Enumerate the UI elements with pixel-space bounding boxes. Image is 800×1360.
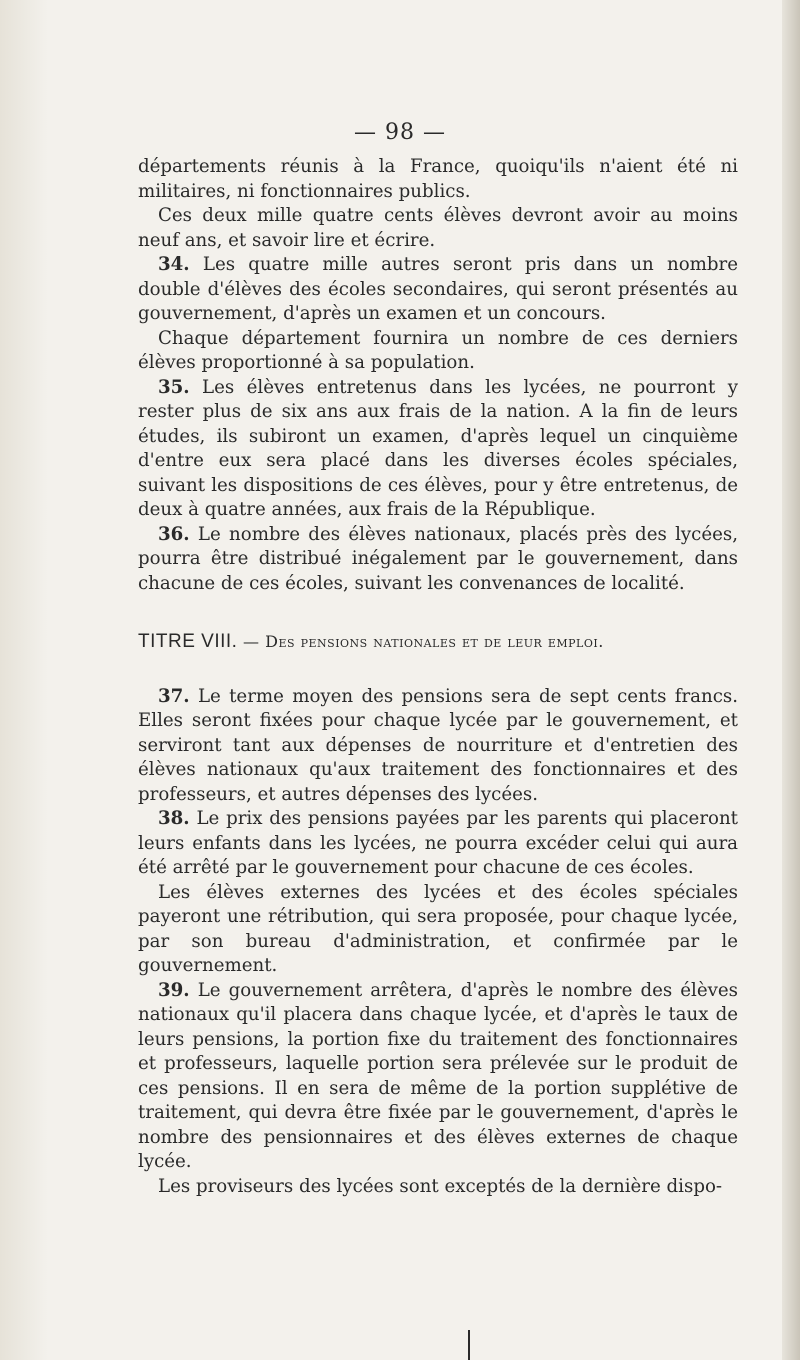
paragraph-2 — [138, 204, 738, 253]
article-37 — [138, 685, 738, 808]
paragraph-text: Les proviseurs des lycées sont exceptés de la dernière dispo- — [158, 1175, 723, 1197]
paragraph-10 — [138, 881, 738, 979]
paragraph-text: Le prix des pensions payées par les parents qui placeront leurs enfants dans les lycées, ne pourra excéder celui qui aura été arrêté par le gouvernement pour chacune de ces écoles. — [138, 808, 738, 878]
article-number: 34. — [158, 254, 190, 275]
article-number: 35. — [158, 376, 190, 398]
page-text — [138, 155, 738, 1199]
article-number: 37. — [158, 685, 190, 707]
page-number: — 98 — — [354, 120, 446, 145]
paragraph-text: Ces deux mille quatre cents élèves devront avoir au moins neuf ans, et savoir lire et écrire. — [138, 205, 738, 251]
title-text: — Des pensions nationales et de leur emploi. — [237, 632, 604, 651]
paragraph-1 — [138, 155, 738, 204]
paragraph-12 — [138, 1175, 738, 1200]
paragraph-text: Les quatre mille autres seront pris dans un nombre double d'élèves des écoles secondaires, qui seront présentés au gouvernement, d'après un examen et un concours. — [138, 254, 738, 324]
page-edge — [782, 0, 800, 1360]
article-39 — [138, 979, 738, 1175]
article-35 — [138, 376, 738, 523]
title-number: TITRE VIII. — [138, 631, 238, 652]
article-38 — [138, 807, 738, 881]
paragraph-text: Les élèves entretenus dans les lycées, ne pourront y rester plus de six ans aux frais de la nation. A la fin de leurs études, ils subiront un examen, d'après lequel un cinquième d'entre eux sera placé dans les diverses écoles spéciales, suivant les dispositions de ces élèves, pour y être entretenus, de deux à quatre années, aux frais de la République. — [138, 376, 738, 520]
article-number: 38. — [158, 808, 190, 829]
paragraph-text: Le terme moyen des pensions sera de sept cents francs. Elles seront fixées pour chaque lycée par le gouvernement, et serviront tant aux dépenses de nourriture et d'entretien des élèves nationaux qu'aux traitement des fonctionnaires et des professeurs, et autres dépenses des lycées. — [138, 685, 738, 805]
article-number: 36. — [158, 523, 190, 545]
article-36 — [138, 523, 738, 597]
paragraph-text: Les élèves externes des lycées et des écoles spéciales payeront une rétribution, qui sera proposée, pour chaque lycée, par son bureau d'administration, et confirmée par le gouvernement. — [138, 881, 738, 976]
article-number: 39. — [158, 979, 190, 1001]
page-gutter-shadow — [0, 0, 48, 1360]
article-34 — [138, 253, 738, 327]
paragraph-text: Chaque département fournira un nombre de ces derniers élèves proportionné à sa population. — [138, 327, 738, 373]
paragraph-text: Le nombre des élèves nationaux, placés près des lycées, pourra être distribué inégalement par le gouvernement, dans chacune de ces écoles, suivant les convenances de localité. — [138, 523, 738, 594]
section-title — [138, 630, 738, 655]
paragraph-text: départements réunis à la France, quoiqu'ils n'aient été ni militaires, ni fonctionnaires publics. — [138, 156, 738, 202]
print-mark — [468, 1330, 470, 1360]
paragraph-text: Le gouvernement arrêtera, d'après le nombre des élèves nationaux qu'il placera dans chaque lycée, et d'après le taux de leurs pensions, la portion fixe du traitement des fonctionnaires et professeurs, laquelle portion sera prélevée sur le produit de ces pensions. Il en sera de même de la portion supplétive de traitement, qui devra être fixée par le gouvernement, d'après le nombre des pensionnaires et des élèves externes de chaque lycée. — [138, 979, 738, 1172]
paragraph-4 — [138, 327, 738, 376]
